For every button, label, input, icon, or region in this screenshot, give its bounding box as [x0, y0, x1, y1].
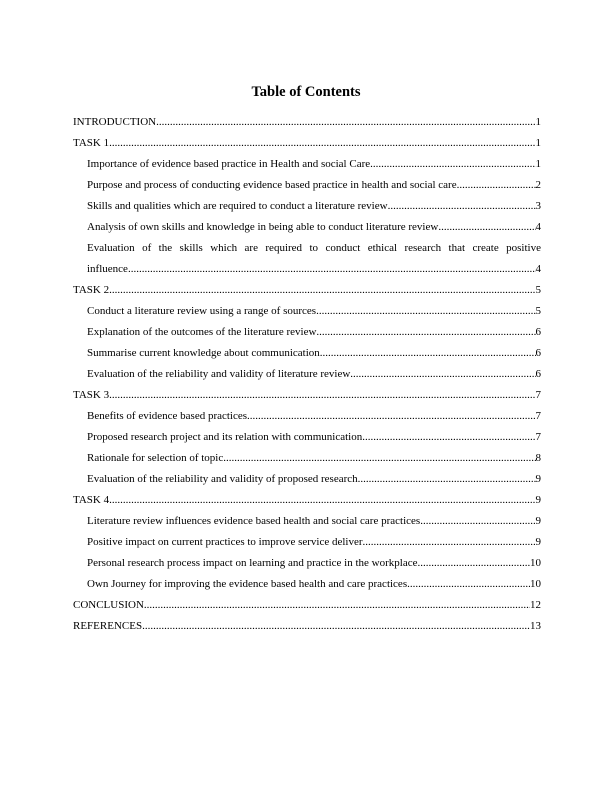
toc-entry-conclusion[interactable]	[73, 595, 541, 616]
toc-subentry[interactable]	[73, 574, 541, 595]
toc-entry-text: TASK 1	[73, 137, 110, 149]
toc-subentry[interactable]	[73, 154, 541, 175]
toc-subentry[interactable]	[73, 301, 541, 322]
leader-dots	[420, 511, 535, 532]
toc-page-number: 7	[535, 389, 541, 401]
toc-page-number: 10	[530, 557, 541, 569]
toc-page-number: 5	[535, 284, 541, 296]
toc-entry-text: Analysis of own skills and knowledge in being able to conduct literature review	[87, 221, 439, 233]
toc-page-number: 1	[535, 137, 541, 149]
toc-page-number: 12	[530, 599, 541, 611]
leader-dots	[370, 154, 535, 175]
toc-entry-text: Conduct a literature review using a range of sources	[87, 305, 317, 317]
leader-dots	[457, 175, 536, 196]
table-of-contents	[73, 112, 541, 637]
toc-entry-text: Proposed research project and its relation with communication	[87, 431, 363, 443]
toc-page-number: 9	[535, 494, 541, 506]
toc-entry-text: INTRODUCTION	[73, 116, 157, 128]
toc-entry-text: Evaluation of the skills which are required to conduct ethical research that create positive	[87, 242, 541, 254]
toc-entry-text: TASK 3	[73, 389, 110, 401]
toc-entry-text: Benefits of evidence based practices	[87, 410, 248, 422]
leader-dots	[407, 574, 530, 595]
toc-entry-task-1[interactable]	[73, 133, 541, 154]
leader-dots	[247, 406, 535, 427]
toc-entry-text: CONCLUSION	[73, 599, 144, 611]
toc-page-number: 9	[535, 515, 541, 527]
leader-dots	[156, 112, 535, 133]
toc-page-number: 4	[535, 221, 541, 233]
toc-entry-task-2[interactable]	[73, 280, 541, 301]
toc-entry-text: Evaluation of the reliability and validity of literature review	[87, 368, 351, 380]
toc-entry-text: Literature review influences evidence based health and social care practices	[87, 515, 421, 527]
toc-page-number: 8	[535, 452, 541, 464]
toc-subentry[interactable]	[73, 322, 541, 343]
toc-subentry[interactable]	[73, 343, 541, 364]
leader-dots	[316, 322, 535, 343]
toc-subentry[interactable]	[73, 175, 541, 196]
toc-entry-text-continued: influence	[87, 263, 128, 275]
toc-entry-text: Explanation of the outcomes of the literature review	[87, 326, 317, 338]
toc-entry-text: Summarise current knowledge about communication	[87, 347, 320, 359]
leader-dots	[363, 532, 536, 553]
toc-page-number: 2	[535, 179, 541, 191]
toc-page-number: 9	[535, 536, 541, 548]
toc-page-number: 4	[535, 263, 541, 275]
toc-entry-task-3[interactable]	[73, 385, 541, 406]
toc-subentry[interactable]	[73, 238, 541, 280]
toc-entry-text: Skills and qualities which are required to conduct a literature review	[87, 200, 388, 212]
toc-page-number: 1	[535, 116, 541, 128]
leader-dots	[109, 133, 535, 154]
toc-entry-text: TASK 2	[73, 284, 110, 296]
toc-subentry[interactable]	[73, 196, 541, 217]
toc-page-number: 1	[535, 158, 541, 170]
toc-page-number: 6	[535, 326, 541, 338]
leader-dots	[142, 616, 530, 637]
toc-page-number: 6	[535, 347, 541, 359]
toc-entry-task-4[interactable]	[73, 490, 541, 511]
toc-subentry[interactable]	[73, 511, 541, 532]
toc-entry-text: Evaluation of the reliability and validity of proposed research	[87, 473, 358, 485]
toc-subentry[interactable]	[73, 406, 541, 427]
leader-dots	[223, 448, 535, 469]
toc-subentry[interactable]	[73, 217, 541, 238]
toc-page-number: 9	[535, 473, 541, 485]
toc-subentry[interactable]	[73, 532, 541, 553]
toc-page-number: 13	[530, 620, 541, 632]
leader-dots	[109, 385, 535, 406]
toc-entry-text: Personal research process impact on learning and practice in the workplace	[87, 557, 418, 569]
toc-page-number: 10	[530, 578, 541, 590]
leader-dots	[438, 217, 535, 238]
toc-page-number: 5	[535, 305, 541, 317]
leader-dots	[350, 364, 535, 385]
toc-page-number: 7	[535, 431, 541, 443]
toc-entry-text: Purpose and process of conducting evidence based practice in health and social care	[87, 179, 457, 191]
toc-subentry[interactable]	[73, 469, 541, 490]
leader-dots	[128, 259, 536, 280]
toc-entry-text: Positive impact on current practices to improve service deliver	[87, 536, 363, 548]
leader-dots	[358, 469, 536, 490]
leader-dots	[362, 427, 535, 448]
toc-subentry[interactable]	[73, 364, 541, 385]
page-title: Table of Contents	[251, 84, 361, 100]
leader-dots	[109, 490, 535, 511]
leader-dots	[144, 595, 530, 616]
toc-entry-text: Importance of evidence based practice in Health and social Care	[87, 158, 371, 170]
toc-entry-text: Rationale for selection of topic	[87, 452, 224, 464]
toc-page-number: 7	[535, 410, 541, 422]
leader-dots	[316, 301, 535, 322]
toc-page-number: 6	[535, 368, 541, 380]
toc-page-number: 3	[535, 200, 541, 212]
toc-entry-text: REFERENCES	[73, 620, 143, 632]
leader-dots	[109, 280, 535, 301]
toc-subentry[interactable]	[73, 448, 541, 469]
toc-subentry[interactable]	[73, 427, 541, 448]
leader-dots	[320, 343, 536, 364]
toc-entry-references[interactable]	[73, 616, 541, 637]
toc-subentry[interactable]	[73, 553, 541, 574]
leader-dots	[388, 196, 536, 217]
toc-entry-text: Own Journey for improving the evidence based health and care practices	[87, 578, 408, 590]
toc-entry-introduction[interactable]	[73, 112, 541, 133]
toc-entry-text: TASK 4	[73, 494, 110, 506]
leader-dots	[417, 553, 530, 574]
